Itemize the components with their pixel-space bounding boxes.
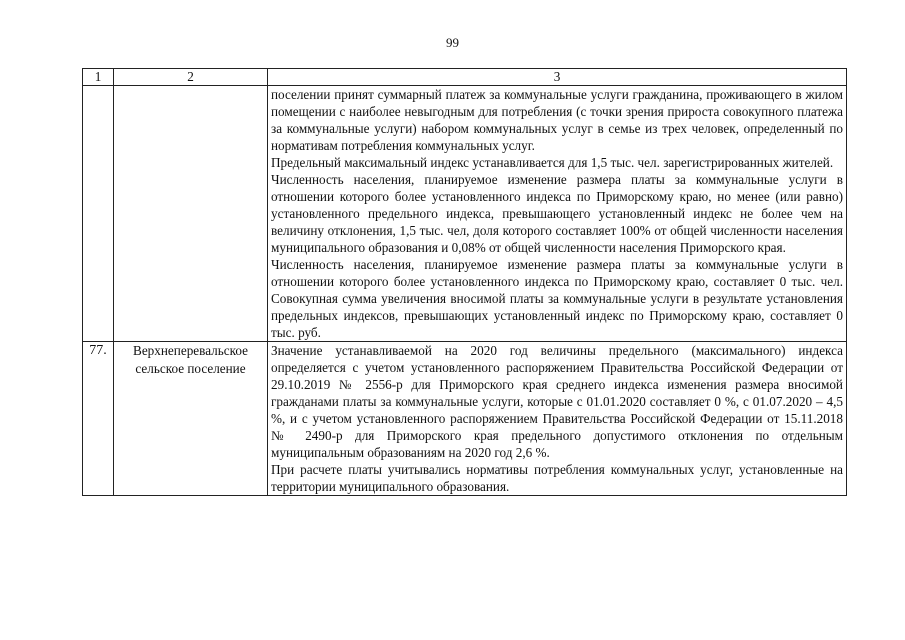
- description-cell: [268, 342, 847, 496]
- table-row: [83, 342, 847, 496]
- municipality-name: [114, 86, 268, 342]
- paragraph: поселении принят суммарный платеж за коммунальные услуги гражданина, проживающего в жилом помещении с наиболее невыгодным для потребления (с точки зрения прироста совокупного платежа за коммунальные услуги) набором коммунальных услуг в семье из трех человек, определенный по нормативам потребления коммунальных услуг.: [271, 87, 843, 153]
- document-table: [82, 68, 847, 496]
- column-header-1: 1: [83, 69, 114, 86]
- column-header-2: 2: [114, 69, 268, 86]
- municipality-name: Верхнеперевальское сельское поселение: [114, 342, 268, 496]
- row-number: [83, 86, 114, 342]
- paragraph: Предельный максимальный индекс устанавливается для 1,5 тыс. чел. зарегистрированных жителей.: [271, 155, 834, 170]
- paragraph: При расчете платы учитывались нормативы потребления коммунальных услуг, установленные на территории муниципального образования.: [271, 462, 843, 494]
- table-header-row: [83, 69, 847, 86]
- page-number: 99: [446, 35, 459, 50]
- paragraph: Численность населения, планируемое изменение размера платы за коммунальные услуги в отношении которого более установленного индекса по Приморскому краю, но менее (или равно) установленного предельного индекса, превышающего установленный индекс не более чем на величину отклонения, 1,5 тыс. чел, доля которого составляет 100% от общей численности населения муниципального образования и 0,08% от общей численности населения Приморского края.: [271, 172, 843, 255]
- row-number: 77.: [83, 342, 114, 496]
- column-header-3: 3: [268, 69, 847, 86]
- table-row: [83, 86, 847, 342]
- paragraph: Численность населения, планируемое изменение размера платы за коммунальные услуги в отношении которого более установленного индекса по Приморскому краю, составляет 0 тыс. чел. Совокупная сумма увеличения вносимой платы за коммунальные услуги в результате установления предельных индексов, превышающих установленный индекс по Приморскому краю, составляет 0 тыс. руб.: [271, 257, 843, 340]
- description-cell: [268, 86, 847, 342]
- paragraph: Значение устанавливаемой на 2020 год величины предельного (максимального) индекса определяется с учетом установленного распоряжением Правительства Российской Федерации от 29.10.2019 № 2556-р для Приморского края среднего индекса изменения размера вносимой гражданами платы за коммунальные услуги, которые с 01.01.2020 составляет 0 %, с 01.07.2020 – 4,5 %, и с учетом установленного распоряжением Правительства Российской Федерации от 15.11.2018 № 2490-р для Приморского края предельного допустимого отклонения по отдельным муниципальным образованиям на 2020 год 2,6 %.: [271, 343, 843, 460]
